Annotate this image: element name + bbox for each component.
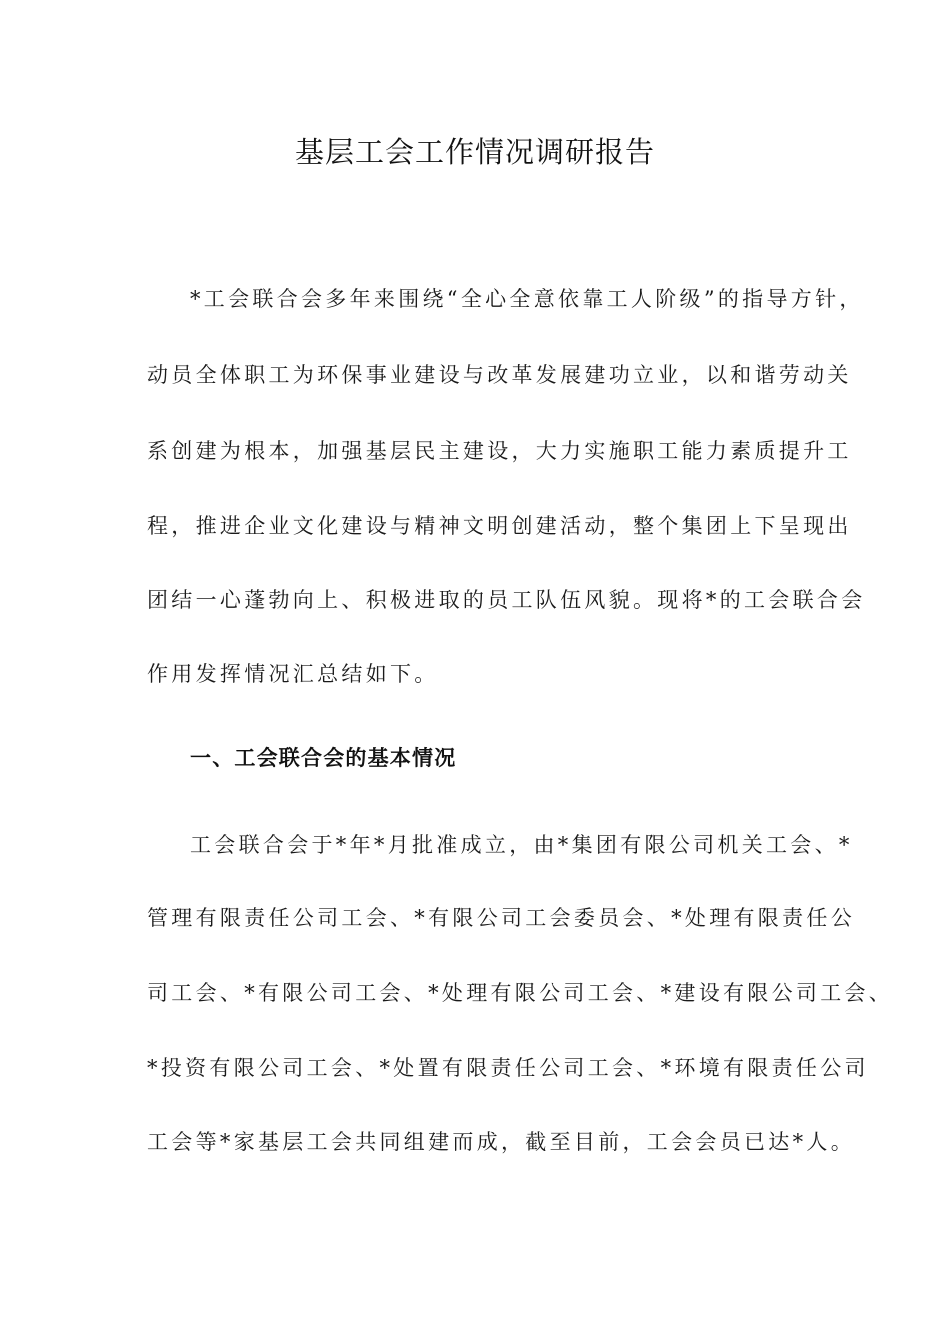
paragraph-line: 动员全体职工为环保事业建设与改革发展建功立业，以和谐劳动关 — [147, 363, 852, 387]
paragraph-line: 工会等*家基层工会共同组建而成，截至目前，工会会员已达*人。 — [147, 1130, 855, 1154]
paragraph-line: *工会联合会多年来围绕“全心全意依靠工人阶级”的指导方针， — [190, 287, 864, 311]
paragraph-line: 司工会、*有限公司工会、*处理有限公司工会、*建设有限公司工会、 — [147, 981, 894, 1005]
paragraph-line: 团结一心蓬勃向上、积极进取的员工队伍风貌。现将*的工会联合会 — [147, 588, 866, 612]
document-title: 基层工会工作情况调研报告 — [294, 135, 655, 169]
section-heading: 一、工会联合会的基本情况 — [190, 746, 457, 770]
paragraph-line: 程，推进企业文化建设与精神文明创建活动，整个集团上下呈现出 — [147, 514, 852, 538]
paragraph-line: 系创建为根本，加强基层民主建设，大力实施职工能力素质提升工 — [147, 439, 852, 463]
paragraph-line: 工会联合会于*年*月批准成立，由*集团有限公司机关工会、* — [190, 833, 853, 857]
paragraph-line: *投资有限公司工会、*处置有限责任公司工会、*环境有限责任公司 — [147, 1056, 869, 1080]
paragraph-line: 作用发挥情况汇总结如下。 — [147, 662, 439, 686]
paragraph-line: 管理有限责任公司工会、*有限公司工会委员会、*处理有限责任公 — [147, 906, 855, 930]
